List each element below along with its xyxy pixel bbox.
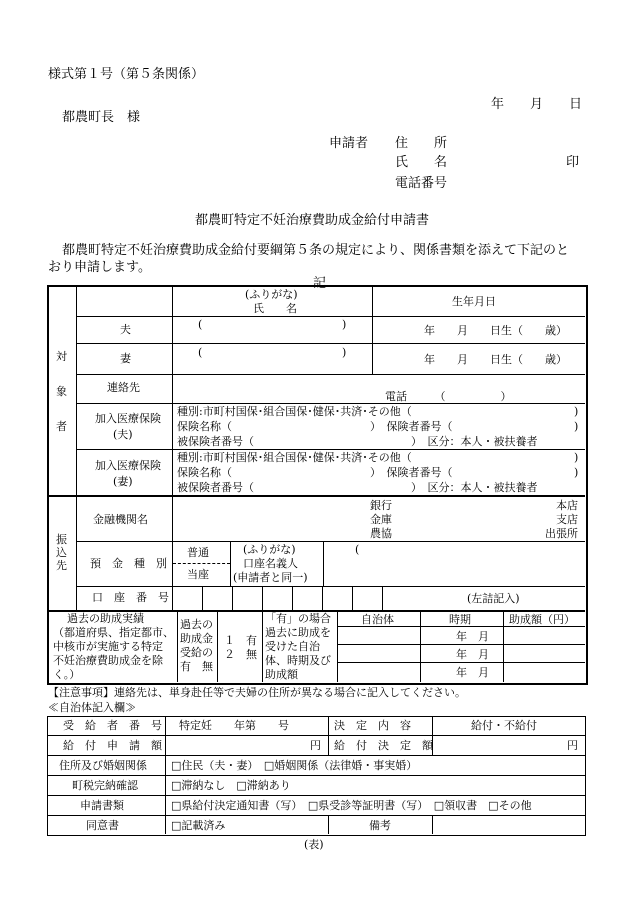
account-label: 口 座 番 号 <box>92 591 169 604</box>
ins-wife-num-close: ) <box>574 466 579 479</box>
husband-label: 夫 <box>120 323 131 336</box>
husband-paren-close: ) <box>342 318 347 331</box>
recipient-number-label: 受 給 者 番 号 <box>63 719 162 732</box>
holder-paren: ( <box>355 543 360 556</box>
left-align-note: (左詰記入) <box>467 592 520 605</box>
ins-husband-num: ） 保険者番号（ <box>370 420 453 433</box>
history-q-2: 助成金 <box>180 632 213 645</box>
institution-label: 金融機関名 <box>93 513 148 526</box>
document-title: 都農町特定不妊治療費助成金給付申請書 <box>195 213 430 228</box>
history-label-2: （都道府県、指定都市、 <box>53 626 174 639</box>
decision-label: 決 定 内 容 <box>334 719 411 732</box>
recipient-number-value: 特定妊 年第 号 <box>179 719 289 732</box>
period-row-1: 年 月 <box>456 630 489 643</box>
ins-wife-name: 保険名称（ <box>177 466 232 479</box>
history-q-3: 受給の <box>180 646 213 659</box>
col-municipality: 自治体 <box>361 613 394 626</box>
subject-label-2: 象 <box>56 385 67 398</box>
inst-type-bank: 銀行 <box>370 499 392 512</box>
ins-husband-name: 保険名称（ <box>177 420 232 433</box>
col-amount: 助成額（円） <box>509 613 575 626</box>
apply-amount-yen: 円 <box>310 739 321 752</box>
branch-office: 出張所 <box>545 527 578 540</box>
subject-label-3: 者 <box>56 420 67 433</box>
holder-label: 口座名義人 <box>243 557 298 570</box>
history-q-1: 過去の <box>180 618 213 631</box>
decided-amount-yen: 円 <box>567 739 578 752</box>
futsu-option: 普通 <box>187 546 209 559</box>
holder-kana: (ふりがな) <box>243 543 296 556</box>
documents-options: □県給付決定通知書（写） □県受診等証明書（写） □領収書 □その他 <box>171 799 532 812</box>
applicant-label: 申請者 <box>329 136 369 151</box>
bank-label-3: 先 <box>56 559 67 572</box>
address-label: 住 所 <box>395 136 448 151</box>
address-marital-options: □住民（夫・妻） □婚姻関係（法律婚・事実婚） <box>171 759 418 772</box>
intro-text-2: おり申請します。 <box>48 260 151 275</box>
ins-husband-label-1: 加入医療保険 <box>95 412 161 425</box>
form-number: 様式第１号（第５条関係） <box>48 67 205 82</box>
wife-birth: 年 月 日生（ 歳） <box>424 353 567 366</box>
option-yes[interactable]: １ 有 <box>224 634 257 647</box>
address-marital-label: 住所及び婚姻関係 <box>59 759 147 772</box>
inst-type-nokyo: 農協 <box>370 527 392 540</box>
col-period: 時期 <box>449 613 471 626</box>
decision-value: 給付・不給付 <box>471 719 537 732</box>
ins-husband-type: 種別:市町村国保･組合国保･健保･共済･その他（ <box>177 405 412 418</box>
subject-label-1: 対 <box>56 350 67 363</box>
history-q-4: 有 無 <box>180 660 213 673</box>
period-row-3: 年 月 <box>456 666 489 679</box>
ins-wife-label-2: (妻) <box>113 475 133 488</box>
municipal-table <box>47 716 586 836</box>
furigana-header: (ふりがな) <box>245 288 298 301</box>
consent-label: 同意書 <box>86 819 119 832</box>
case-text-1: 「有」の場合 <box>265 612 331 625</box>
branch-head: 本店 <box>556 499 578 512</box>
consent-option: □記載済み <box>171 819 226 832</box>
tax-check-options: □滞納なし □滞納あり <box>171 779 291 792</box>
branch-sub: 支店 <box>556 513 578 526</box>
name-col-header: 氏 名 <box>253 302 297 315</box>
intro-text-1: 都農町特定不妊治療費助成金給付要綱第５条の規定により、関係書類を添えて下記のと <box>62 243 570 258</box>
history-label-1: 過去の助成実績 <box>67 612 144 625</box>
tax-check-label: 町税完納確認 <box>72 779 138 792</box>
husband-birth: 年 月 日生（ 歳） <box>424 324 567 337</box>
ins-husband-holder: 被保険者番号（ <box>177 435 254 448</box>
decided-amount-label: 給 付 決 定 額 <box>334 739 433 752</box>
toza-option: 当座 <box>187 568 209 581</box>
bank-label-2: 込 <box>56 546 67 559</box>
history-label-3: 中核市が実施する特定 <box>53 640 163 653</box>
holder-note: (申請者と同一) <box>233 571 308 584</box>
ins-husband-class: ） 区分：本人・被扶養者 <box>411 435 538 448</box>
ins-wife-holder: 被保険者番号（ <box>177 481 254 494</box>
ins-husband-num-close: ) <box>574 420 579 433</box>
inst-type-shinkin: 金庫 <box>370 513 392 526</box>
caution-note: 【注意事項】連絡先は、単身赴任等で夫婦の住所が異なる場合に記入してください。 <box>48 686 466 699</box>
ins-wife-num: ） 保険者番号（ <box>370 466 453 479</box>
apply-amount-label: 給 付 申 請 額 <box>63 739 162 752</box>
documents-label: 申請書類 <box>80 799 124 812</box>
contact-phone: 電話 （ ） <box>385 390 512 403</box>
addressee: 都農町長 様 <box>62 110 141 125</box>
ki-heading: 記 <box>313 276 327 291</box>
phone-label: 電話番号 <box>395 176 448 191</box>
deposit-label: 預 金 種 別 <box>90 557 167 570</box>
history-label-4: 不妊治療費助成金を除 <box>53 654 163 667</box>
remarks-label: 備考 <box>369 819 391 832</box>
wife-label: 妻 <box>120 352 131 365</box>
option-no[interactable]: ２ 無 <box>224 648 257 661</box>
case-text-4: 体、時期及び <box>265 654 331 667</box>
seal-mark: 印 <box>566 155 580 170</box>
ins-husband-label-2: (夫) <box>113 428 133 441</box>
ins-wife-type-close: ) <box>574 451 579 464</box>
page-side-label: (表) <box>304 838 324 851</box>
ins-wife-class: ） 区分：本人・被扶養者 <box>411 481 538 494</box>
municipal-heading: ≪自治体記入欄≫ <box>48 701 136 714</box>
case-text-3: 受けた自治 <box>265 640 320 653</box>
date-line: 年 月 日 <box>491 97 583 112</box>
contact-label: 連絡先 <box>107 381 140 394</box>
ins-husband-type-close: ) <box>574 405 579 418</box>
bank-label-1: 振 <box>56 533 67 546</box>
name-label: 氏 名 <box>395 155 448 170</box>
ins-wife-label-1: 加入医療保険 <box>95 459 161 472</box>
birth-col-header: 生年月日 <box>452 295 496 308</box>
wife-paren-open: ( <box>198 346 203 359</box>
case-text-5: 助成額 <box>265 668 298 681</box>
wife-paren-close: ) <box>342 346 347 359</box>
case-text-2: 過去に助成を <box>265 626 331 639</box>
ins-wife-type: 種別:市町村国保･組合国保･健保･共済･その他（ <box>177 451 412 464</box>
husband-paren-open: ( <box>198 318 203 331</box>
history-label-5: く。） <box>53 668 81 681</box>
period-row-2: 年 月 <box>456 648 489 661</box>
